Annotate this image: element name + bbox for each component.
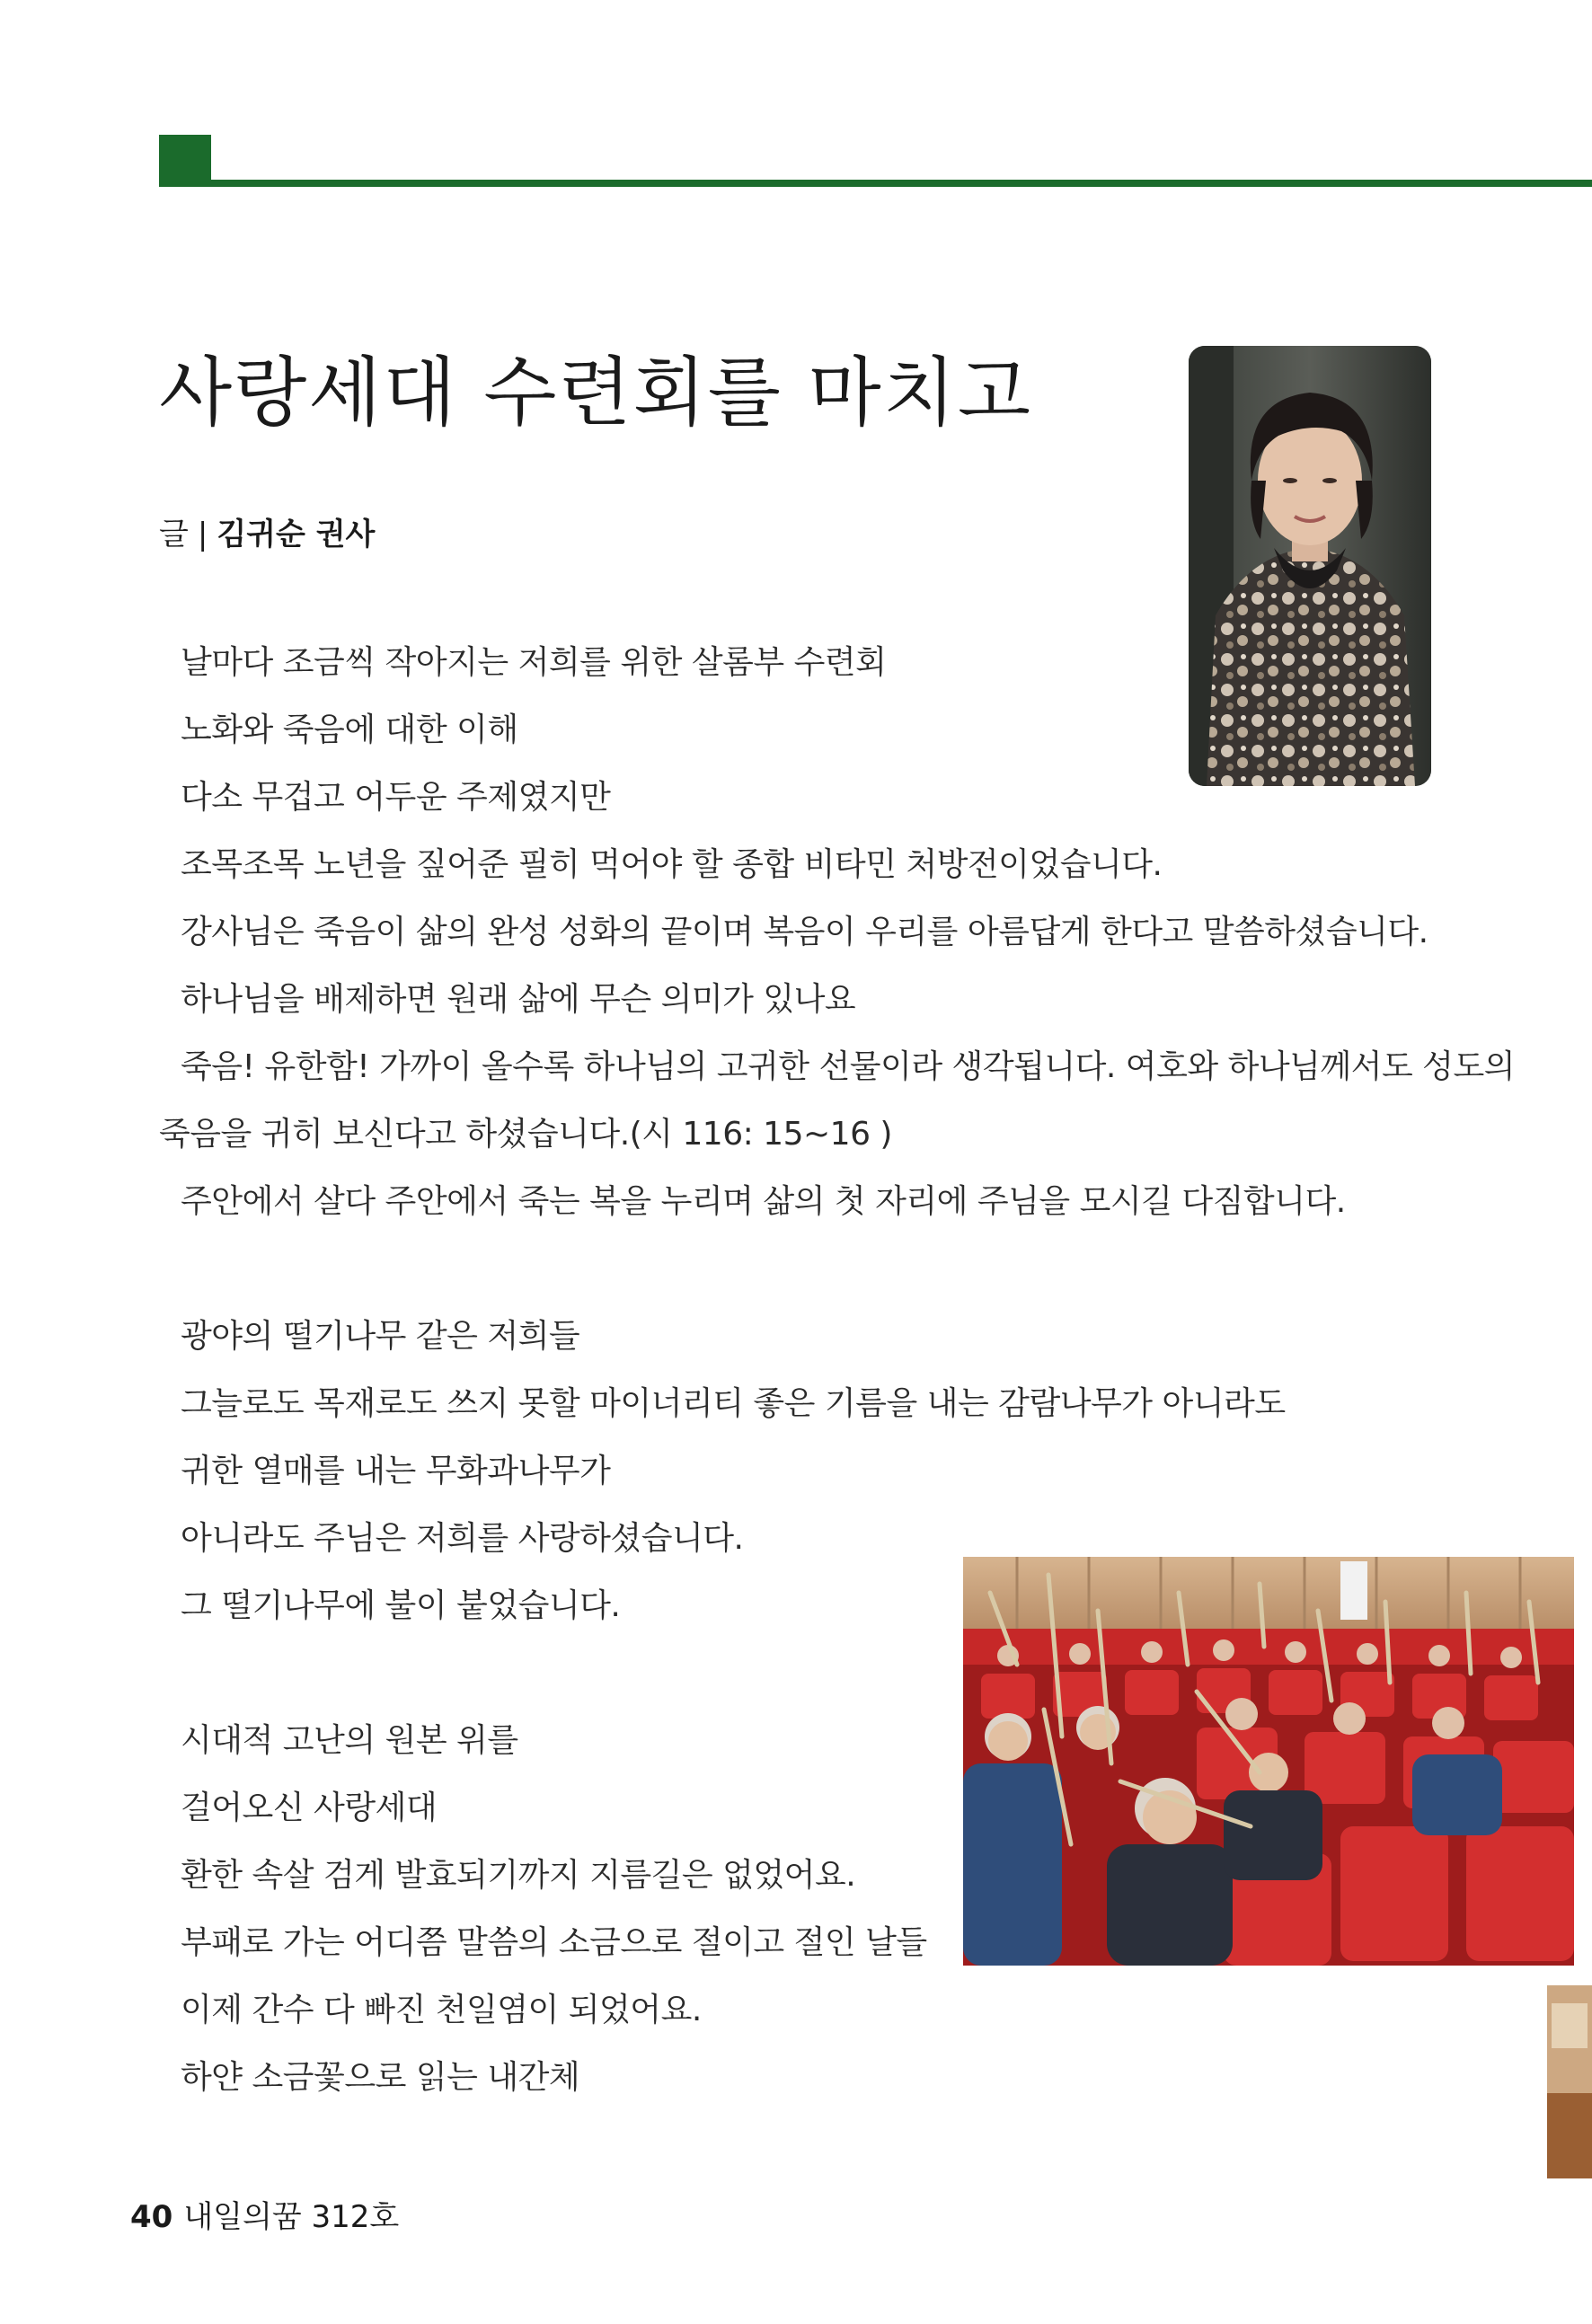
page-footer xyxy=(130,2192,399,2236)
paragraph-line: 죽음을 귀히 보신다고 하셨습니다.(시 116: 15~16 ) xyxy=(159,1116,892,1153)
event-photo xyxy=(963,1557,1574,1966)
edge-photo xyxy=(1547,1985,1592,2178)
publication-name: 내일의꿈 312호 xyxy=(183,2199,400,2235)
stanza-gap xyxy=(159,1235,1435,1303)
paragraph-line: 환한 속살 검게 발효되기까지 지름길은 없었어요. xyxy=(181,1857,856,1894)
paragraph-line: 하나님을 배제하면 원래 삶에 무슨 의미가 있나요 xyxy=(181,981,856,1018)
paragraph-line: 노화와 죽음에 대한 이해 xyxy=(181,711,518,748)
byline-author: 김귀순 권사 xyxy=(217,517,376,552)
paragraph-line: 아니라도 주님은 저희를 사랑하셨습니다. xyxy=(181,1520,744,1557)
paragraph-line: 날마다 조금씩 작아지는 저희를 위한 살롬부 수련회 xyxy=(181,644,887,681)
event-photo-image xyxy=(963,1557,1574,1966)
paragraph-line: 그늘로도 목재로도 쓰지 못할 마이너리티 좋은 기름을 내는 감람나무가 아니라도 xyxy=(181,1385,1286,1422)
paragraph-line: 다소 무겁고 어두운 주제였지만 xyxy=(181,779,611,816)
paragraph-line: 하얀 소금꽃으로 읽는 내간체 xyxy=(181,2059,580,2096)
paragraph-line: 강사님은 죽음이 삶의 완성 성화의 끝이며 복음이 우리를 아름답게 한다고 말씀하셨습니다. xyxy=(181,914,1428,950)
paragraph-line: 조목조목 노년을 짚어준 필히 먹어야 할 종합 비타민 처방전이었습니다. xyxy=(181,846,1163,883)
paragraph-line: 걸어오신 사랑세대 xyxy=(181,1789,438,1826)
article-title: 사랑세대 수련회를 마치고 xyxy=(159,349,1032,437)
header-rule xyxy=(159,180,1592,187)
paragraph-line: 주안에서 살다 주안에서 죽는 복을 누리며 삶의 첫 자리에 주님을 모시길 다짐합니다. xyxy=(181,1183,1346,1220)
paragraph-line: 이제 간수 다 빠진 천일염이 되었어요. xyxy=(181,1992,702,2028)
paragraph-line: 광야의 떨기나무 같은 저희들 xyxy=(181,1318,580,1355)
byline-prefix: 글 xyxy=(159,517,189,552)
paragraph-line: 죽음! 유한함! 가까이 올수록 하나님의 고귀한 선물이라 생각됩니다. 여호와 하나님께서도 성도의 xyxy=(181,1048,1516,1085)
byline-separator: | xyxy=(197,517,208,552)
paragraph-line: 부패로 가는 어디쯤 말씀의 소금으로 절이고 절인 날들 xyxy=(181,1924,927,1961)
paragraph-line: 그 떨기나무에 불이 붙었습니다. xyxy=(181,1587,621,1624)
edge-photo-image xyxy=(1547,1985,1592,2178)
byline xyxy=(159,509,375,553)
paragraph-line: 시대적 고난의 원본 위를 xyxy=(181,1722,518,1759)
page-number: 40 xyxy=(130,2199,173,2235)
paragraph-line: 귀한 열매를 내는 무화과나무가 xyxy=(181,1453,611,1489)
